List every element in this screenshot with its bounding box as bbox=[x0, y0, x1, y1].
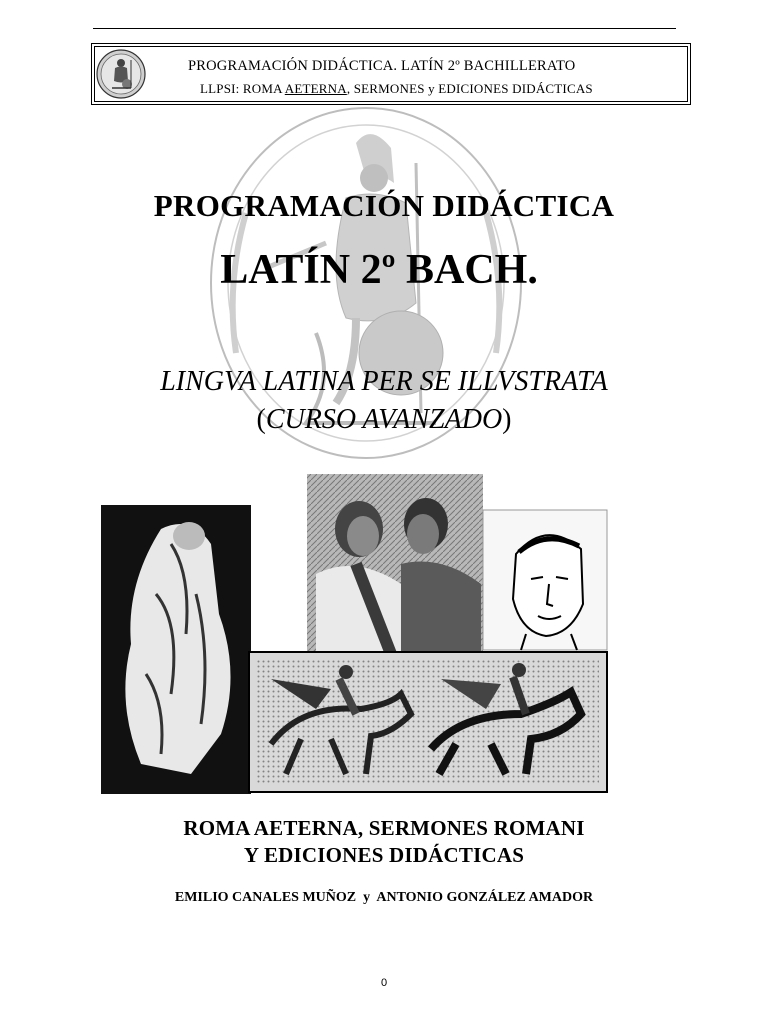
header-subtitle-underlined: AETERNA bbox=[284, 81, 347, 96]
header-title: PROGRAMACIÓN DIDÁCTICA. LATÍN 2º BACHILLERATO bbox=[188, 58, 576, 74]
book-subtitle-close: ) bbox=[502, 404, 512, 435]
publisher-line1: ROMA AETERNA, SERMONES ROMANI bbox=[183, 816, 585, 840]
main-title: PROGRAMACIÓN DIDÁCTICA bbox=[153, 188, 615, 223]
book-subtitle bbox=[0, 404, 768, 436]
authors: EMILIO CANALES MUÑOZ y ANTONIO GONZÁLEZ AMADOR bbox=[174, 890, 594, 905]
two-men-image bbox=[307, 474, 483, 654]
book-title: LINGVA LATINA PER SE ILLVSTRATA bbox=[160, 366, 608, 397]
book-subtitle-italic: CURSO AVANZADO bbox=[265, 404, 503, 435]
page-number: 0 bbox=[380, 977, 388, 989]
header-box bbox=[91, 43, 691, 105]
book-subtitle-open: ( bbox=[256, 404, 266, 435]
top-rule bbox=[93, 28, 676, 29]
course-title: LATÍN 2º BACH. bbox=[220, 247, 538, 293]
roman-bust-image bbox=[483, 510, 607, 650]
header-subtitle-pre: LLPSI: ROMA bbox=[200, 81, 285, 96]
header-subtitle-post: , SERMONES y EDICIONES DIDÁCTICAS bbox=[346, 81, 593, 96]
mosaic-riders-image bbox=[249, 652, 607, 792]
publisher-line2: Y EDICIONES DIDÁCTICAS bbox=[243, 843, 525, 867]
draped-figure-image bbox=[101, 505, 251, 794]
coin-logo-icon bbox=[95, 48, 147, 100]
header-subtitle bbox=[200, 81, 670, 97]
classical-art-collage bbox=[101, 474, 611, 794]
